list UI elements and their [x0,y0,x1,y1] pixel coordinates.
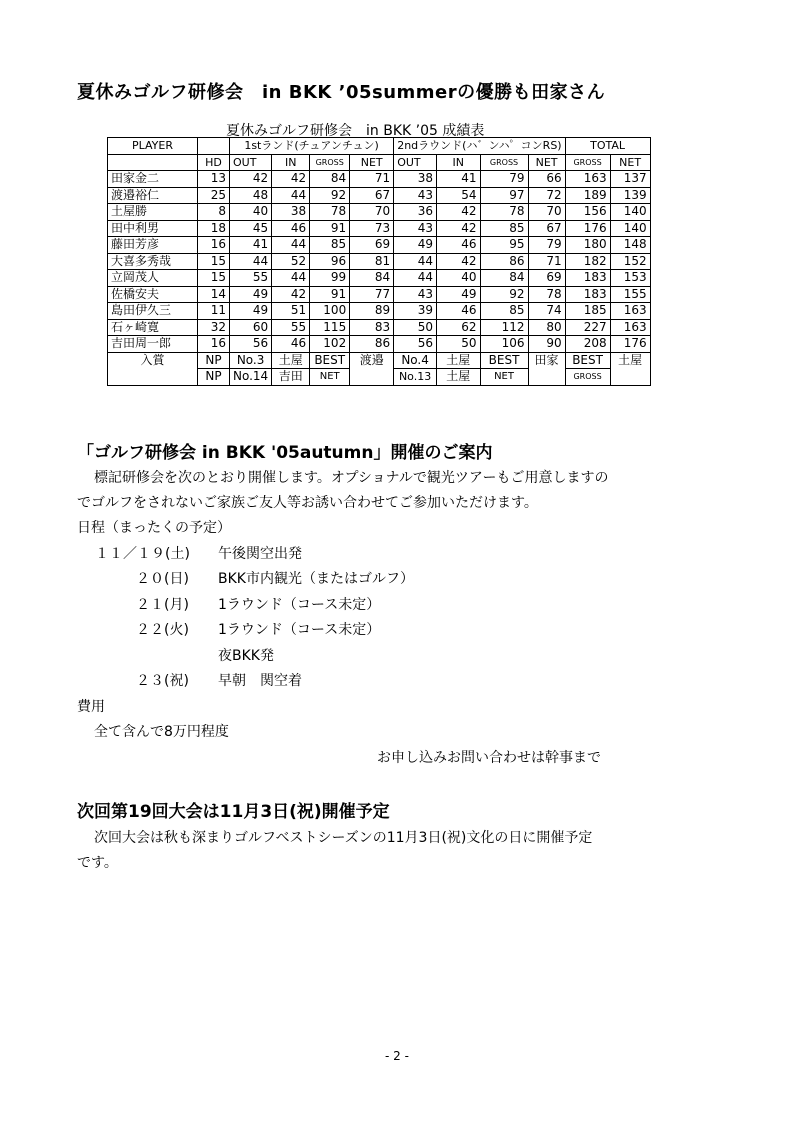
table-row [108,187,651,204]
score-cell: 16 [198,336,230,353]
schedule-event: BKK市内観光（またはゴルフ） [218,571,414,587]
score-cell: 163 [610,303,650,320]
score-cell: 51 [272,303,310,320]
table-row [108,253,651,270]
score-cell: 176 [565,220,610,237]
score-cell: 46 [272,336,310,353]
gross-header: GROSS [565,154,610,171]
score-cell: 79 [480,171,528,188]
score-cell: 49 [394,237,437,254]
score-cell: 155 [610,286,650,303]
schedule-date: ２３(祝) [136,673,189,689]
table-row [108,303,651,320]
score-cell: 183 [565,270,610,287]
score-cell: 163 [565,171,610,188]
table-row [108,171,651,188]
score-cell: 54 [436,187,480,204]
award-cell: NP [198,369,230,386]
score-cell: 189 [565,187,610,204]
score-cell: 69 [350,237,394,254]
score-cell: 46 [272,220,310,237]
score-cell: 148 [610,237,650,254]
award-cell: BEST [565,352,610,369]
score-cell: 11 [198,303,230,320]
score-cell: 52 [272,253,310,270]
score-cell: 77 [350,286,394,303]
score-cell: 137 [610,171,650,188]
score-cell: 99 [310,270,350,287]
score-cell: 48 [230,187,272,204]
player-name: 佐橋安夫 [108,286,198,303]
score-cell: 38 [272,204,310,221]
intro-line-2: でゴルフをされないご家族ご友人等お誘い合わせてご参加いただけます。 [77,495,538,511]
score-cell: 15 [198,253,230,270]
score-cell: 70 [528,204,565,221]
score-cell: 106 [480,336,528,353]
score-cell: 140 [610,220,650,237]
table-row [108,237,651,254]
score-cell: 85 [480,220,528,237]
gross-header: GROSS [480,154,528,171]
award-cell: NET [480,369,528,386]
schedule-event: 早朝 関空着 [218,673,302,689]
award-cell: No.3 [230,352,272,369]
score-cell: 84 [310,171,350,188]
total-header: TOTAL [565,138,650,155]
schedule-date: ２１(月) [136,597,189,613]
score-cell: 71 [350,171,394,188]
score-cell: 80 [528,319,565,336]
player-name: 吉田周一郎 [108,336,198,353]
award-cell: No.14 [230,369,272,386]
score-cell: 78 [480,204,528,221]
player-name: 石ヶ崎寛 [108,319,198,336]
player-name: 大喜多秀哉 [108,253,198,270]
score-cell: 100 [310,303,350,320]
cost-label: 費用 [77,699,105,715]
schedule-event: 1ラウンド（コース未定） [218,622,381,638]
results-table [107,137,651,386]
score-cell: 97 [480,187,528,204]
in-header: IN [436,154,480,171]
score-cell: 153 [610,270,650,287]
score-cell: 46 [436,303,480,320]
score-cell: 18 [198,220,230,237]
player-header: PLAYER [108,138,198,155]
score-cell: 67 [528,220,565,237]
award-cell: BEST [310,352,350,369]
score-cell: 73 [350,220,394,237]
score-cell: 102 [310,336,350,353]
player-name: 立岡茂人 [108,270,198,287]
score-cell: 50 [436,336,480,353]
score-cell: 67 [350,187,394,204]
table-caption: 夏休みゴルフ研修会 in BKK ’05 成績表 [226,123,485,139]
score-cell: 227 [565,319,610,336]
score-cell: 8 [198,204,230,221]
gross-header: GROSS [310,154,350,171]
score-cell: 95 [480,237,528,254]
net-header: NET [350,154,394,171]
score-cell: 41 [230,237,272,254]
score-cell: 91 [310,286,350,303]
score-cell: 91 [310,220,350,237]
schedule-event: 夜BKK発 [218,648,274,664]
score-cell: 69 [528,270,565,287]
page-number: - 2 - [385,1049,409,1063]
score-cell: 49 [230,303,272,320]
score-cell: 42 [436,204,480,221]
score-cell: 115 [310,319,350,336]
award-cell: 田家 [528,352,565,385]
award-cell: No.4 [394,352,437,369]
score-cell: 112 [480,319,528,336]
score-cell: 71 [528,253,565,270]
score-cell: 42 [436,220,480,237]
player-name: 藤田芳彦 [108,237,198,254]
score-cell: 39 [394,303,437,320]
score-cell: 13 [198,171,230,188]
out-header: OUT [230,154,272,171]
score-cell: 140 [610,204,650,221]
table-row [108,336,651,353]
score-cell: 152 [610,253,650,270]
player-name: 田中利男 [108,220,198,237]
score-cell: 183 [565,286,610,303]
score-cell: 42 [272,171,310,188]
section-heading-next: 次回第19回大会は11月3日(祝)開催予定 [77,802,390,822]
score-cell: 62 [436,319,480,336]
table-row [108,319,651,336]
score-cell: 42 [230,171,272,188]
score-cell: 176 [610,336,650,353]
score-cell: 55 [230,270,272,287]
award-cell: 土屋 [436,352,480,369]
cost-text: 全て含んで8万円程度 [94,724,229,740]
table-header-row-1 [108,138,651,155]
page-heading: 夏休みゴルフ研修会 in BKK ’05summerの優勝も田家さん [77,82,606,103]
score-cell: 208 [565,336,610,353]
score-cell: 44 [272,187,310,204]
score-cell: 16 [198,237,230,254]
round2-header: 2ndラウンド(ハ゛ンハ゜コンRS) [394,138,565,155]
score-cell: 44 [230,253,272,270]
score-cell: 40 [230,204,272,221]
contact-note: お申し込みお問い合わせは幹事まで [377,750,601,766]
score-cell: 83 [350,319,394,336]
score-cell: 85 [480,303,528,320]
table-row [108,220,651,237]
score-cell: 46 [436,237,480,254]
score-cell: 86 [350,336,394,353]
score-cell: 38 [394,171,437,188]
award-cell: NP [198,352,230,369]
net-header: NET [528,154,565,171]
schedule-event: 1ラウンド（コース未定） [218,597,381,613]
award-cell: NET [310,369,350,386]
score-cell: 43 [394,220,437,237]
player-name: 土屋勝 [108,204,198,221]
score-cell: 50 [394,319,437,336]
net-header: NET [610,154,650,171]
score-cell: 44 [394,270,437,287]
schedule-event: 午後関空出発 [218,546,302,562]
score-cell: 70 [350,204,394,221]
score-cell: 40 [436,270,480,287]
score-cell: 66 [528,171,565,188]
table-row [108,270,651,287]
score-cell: 45 [230,220,272,237]
score-cell: 49 [436,286,480,303]
score-cell: 81 [350,253,394,270]
award-cell: 土屋 [610,352,650,385]
score-cell: 78 [528,286,565,303]
score-cell: 139 [610,187,650,204]
score-cell: 42 [436,253,480,270]
schedule-date: １１／１９(土) [95,546,190,562]
section-heading-autumn: 「ゴルフ研修会 in BKK '05autumn」開催のご案内 [77,443,493,463]
score-cell: 56 [394,336,437,353]
score-cell: 72 [528,187,565,204]
award-label: 入賞 [108,352,198,385]
next-line-1: 次回大会は秋も深まりゴルフベストシーズンの11月3日(祝)文化の日に開催予定 [94,830,593,846]
player-name: 島田伊久三 [108,303,198,320]
score-cell: 14 [198,286,230,303]
next-line-2: です。 [77,855,118,871]
score-cell: 78 [310,204,350,221]
player-name: 渡邉裕仁 [108,187,198,204]
score-cell: 25 [198,187,230,204]
schedule-date: ２０(日) [136,571,189,587]
score-cell: 185 [565,303,610,320]
score-cell: 84 [350,270,394,287]
in-header: IN [272,154,310,171]
score-cell: 86 [480,253,528,270]
score-cell: 74 [528,303,565,320]
score-cell: 90 [528,336,565,353]
score-cell: 89 [350,303,394,320]
award-cell: 吉田 [272,369,310,386]
score-cell: 49 [230,286,272,303]
score-cell: 96 [310,253,350,270]
score-cell: 92 [480,286,528,303]
award-row-1 [108,352,651,369]
award-cell: GROSS [565,369,610,386]
score-cell: 55 [272,319,310,336]
score-cell: 79 [528,237,565,254]
score-cell: 156 [565,204,610,221]
score-cell: 44 [272,237,310,254]
intro-line-1: 標記研修会を次のとおり開催します。オプショナルで観光ツアーもご用意しますの [94,470,609,486]
award-cell: BEST [480,352,528,369]
schedule-date: ２２(火) [136,622,189,638]
score-cell: 163 [610,319,650,336]
score-cell: 32 [198,319,230,336]
award-cell: 渡邉 [350,352,394,385]
score-cell: 36 [394,204,437,221]
score-cell: 60 [230,319,272,336]
score-cell: 15 [198,270,230,287]
award-cell: 土屋 [272,352,310,369]
table-row [108,204,651,221]
award-cell: No.13 [394,369,437,386]
hd-header: HD [198,154,230,171]
score-cell: 92 [310,187,350,204]
score-cell: 84 [480,270,528,287]
score-cell: 182 [565,253,610,270]
award-cell: 土屋 [436,369,480,386]
score-cell: 56 [230,336,272,353]
score-cell: 180 [565,237,610,254]
table-header-row-2 [108,154,651,171]
table-row [108,286,651,303]
score-cell: 85 [310,237,350,254]
schedule-label: 日程（まったくの予定） [77,520,231,536]
score-cell: 41 [436,171,480,188]
round1-header: 1stランド(チュアンチュン) [230,138,394,155]
score-cell: 43 [394,286,437,303]
score-cell: 44 [272,270,310,287]
player-name: 田家金二 [108,171,198,188]
score-cell: 42 [272,286,310,303]
out-header: OUT [394,154,437,171]
score-cell: 44 [394,253,437,270]
score-cell: 43 [394,187,437,204]
